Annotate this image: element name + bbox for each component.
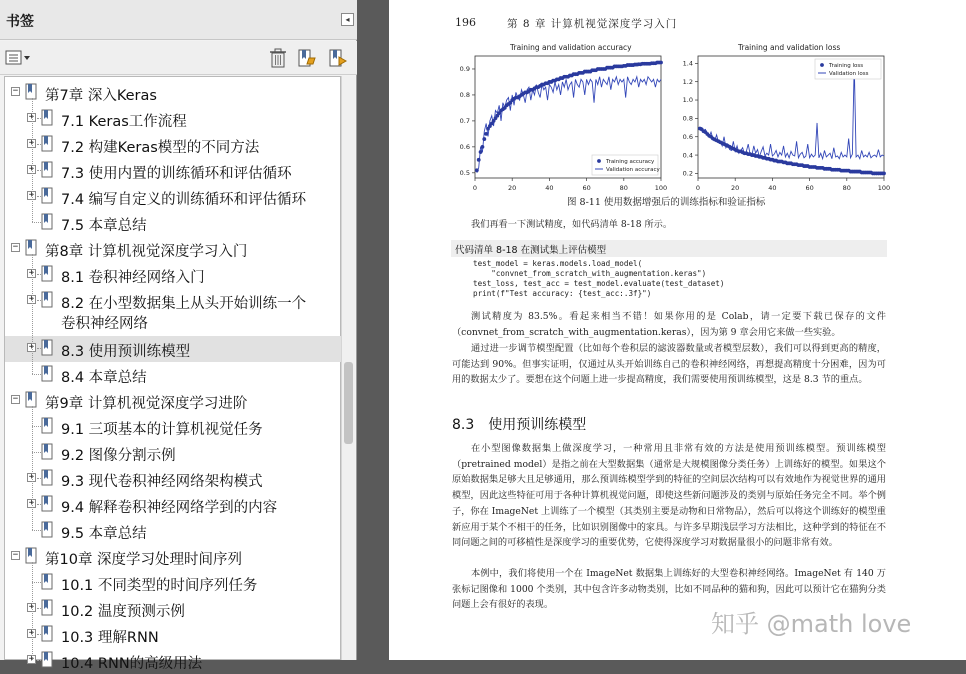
y-tick-label: 0.6 xyxy=(459,143,470,152)
training-data-point xyxy=(882,172,886,176)
bookmark-item[interactable] xyxy=(5,518,342,544)
tree-connector xyxy=(32,406,33,530)
bookmark-tree xyxy=(4,76,341,672)
tree-connector xyxy=(32,582,41,583)
bookmark-icon xyxy=(41,161,54,179)
legend-validation-label: Validation loss xyxy=(829,71,869,77)
x-tick-label: 40 xyxy=(768,184,777,192)
training-data-point xyxy=(477,158,481,162)
legend-training-marker xyxy=(820,63,824,67)
training-data-point xyxy=(482,137,486,141)
bookmark-icon xyxy=(41,521,54,539)
legend-training-marker xyxy=(597,159,601,163)
paragraph-4: 本例中，我们将使用一个在 ImageNet 数据集上训练好的大型卷积神经网络。ImageNet 有 140 万张标记图像和 1000 个类别，其中包含许多动物类别，比如不同品种的猫和狗，因此可以预计它在猫狗分类问题上会有很好的表现。 xyxy=(452,568,886,611)
x-tick-label: 100 xyxy=(654,184,668,192)
y-tick-label: 0.8 xyxy=(682,114,693,123)
bookmark-label: 9.2 图像分割示例 xyxy=(61,448,176,464)
intro-line: 我们再看一下测试精度，如代码清单 8-18 所示。 xyxy=(471,219,673,230)
bookmark-icon xyxy=(41,495,54,513)
bookmark-item[interactable] xyxy=(5,544,342,570)
bookmark-label: 10.4 RNN的高级用法 xyxy=(61,656,203,672)
bookmark-item[interactable] xyxy=(5,466,342,492)
bookmark-label: 8.1 卷积神经网络入门 xyxy=(61,270,205,286)
bookmark-icon xyxy=(41,599,54,617)
bookmark-icon xyxy=(41,651,54,669)
bookmark-icon xyxy=(41,417,54,435)
bookmark-label: 9.4 解释卷积神经网络学到的内容 xyxy=(61,500,278,516)
expand-toggle-icon[interactable]: + xyxy=(28,628,35,638)
tree-connector xyxy=(37,274,41,275)
tree-connector xyxy=(32,562,33,660)
figure-caption: 图 8-11 使用数据增强后的训练指标和验证指标 xyxy=(567,197,766,208)
bookmarks-panel xyxy=(0,0,357,672)
x-tick-label: 60 xyxy=(582,184,591,192)
bookmark-item[interactable] xyxy=(5,388,342,414)
bookmark-item[interactable] xyxy=(5,622,342,648)
expand-toggle-icon[interactable]: + xyxy=(28,190,35,200)
training-data-point xyxy=(479,150,483,154)
x-tick-label: 100 xyxy=(877,184,891,192)
bookmark-label: 7.4 编写自定义的训练循环和评估循环 xyxy=(61,192,307,208)
legend-training-label: Training loss xyxy=(829,63,864,69)
tree-connector xyxy=(37,170,41,171)
tree-connector xyxy=(37,196,41,197)
bookmark-item[interactable] xyxy=(5,80,342,106)
listing-title: 代码清单 8-18 在测试集上评估模型 xyxy=(455,245,607,256)
bookmark-label: 第9章 计算机视觉深度学习进阶 xyxy=(45,396,248,412)
bookmark-label: 7.5 本章总结 xyxy=(61,218,147,234)
x-tick-label: 0 xyxy=(472,184,478,192)
tree-connector xyxy=(37,348,41,349)
tree-connector xyxy=(32,374,41,375)
x-tick-label: 60 xyxy=(805,184,814,192)
y-tick-label: 0.2 xyxy=(682,169,693,178)
bookmark-label: 9.1 三项基本的计算机视觉任务 xyxy=(61,422,263,438)
bookmark-icon xyxy=(41,265,54,283)
paragraph-3: 在小型图像数据集上做深度学习，一种常用且非常有效的方法是使用预训练模型。预训练模型（pretrained model）是指之前在大型数据集（通常是大规模图像分类任务）上训练好的模型。如果这个原始数据集足够大且足够通用，那么预训练模型学到的特征的空间层次结构可以有效地作为视觉世界的通用模型，因此这些特征可用于各种计算机视觉问题，即使这些新问题涉及的类别与原始任务完全不同。举个例子，你在 ImageNet 上训练了一个模型（其类别主要是动物和日常物品），然后可以将这个训练好的模型重新应用于某个不相干的任务，比如识别图像中的家具。与许多早期浅层学习方法相比，这种学到的特征在不同问题之间的可移植性是深度学习的重要优势，它使得深度学习对数据量很小的问题非常有效。 xyxy=(452,443,886,549)
bookmark-label: 9.5 本章总结 xyxy=(61,526,147,542)
panel-header xyxy=(0,0,357,40)
delete-icon[interactable] xyxy=(269,48,287,68)
expand-toggle-icon[interactable]: + xyxy=(28,602,35,612)
x-tick-label: 40 xyxy=(545,184,554,192)
bookmark-icon xyxy=(41,213,54,231)
find-bookmark-icon[interactable] xyxy=(328,48,348,68)
training-data-point xyxy=(475,168,479,172)
bookmark-icon xyxy=(41,625,54,643)
accuracy-chart xyxy=(449,52,668,192)
panel-title: 书签 xyxy=(6,14,34,30)
y-tick-label: 0.6 xyxy=(682,132,693,141)
bookmark-label: 10.3 理解RNN xyxy=(61,630,159,646)
collapse-toggle-icon[interactable]: − xyxy=(12,86,19,96)
bookmark-icon xyxy=(41,443,54,461)
tree-connector xyxy=(32,530,41,531)
bookmark-label: 7.1 Keras工作流程 xyxy=(61,114,187,130)
y-tick-label: 0.9 xyxy=(459,65,470,74)
training-data-point xyxy=(481,145,485,149)
tree-connector xyxy=(37,504,41,505)
bookmark-item[interactable] xyxy=(5,132,342,158)
bookmark-item[interactable] xyxy=(5,570,342,596)
bookmark-label: 10.1 不同类型的时间序列任务 xyxy=(61,578,258,594)
collapse-toggle-icon[interactable]: − xyxy=(12,394,19,404)
expand-toggle-icon[interactable]: + xyxy=(28,342,35,352)
x-tick-label: 20 xyxy=(731,184,740,192)
tree-connector xyxy=(37,634,41,635)
training-data-point xyxy=(484,132,488,136)
document-page xyxy=(389,0,966,660)
scroll-thumb[interactable] xyxy=(344,362,353,444)
watermark: 知乎 @math love xyxy=(711,610,912,638)
y-tick-label: 0.4 xyxy=(682,151,693,160)
bookmark-icon xyxy=(41,573,54,591)
tree-connector xyxy=(32,452,41,453)
tree-connector xyxy=(37,300,41,301)
code-line: test_loss, test_acc = test_model.evaluate(test_dataset) xyxy=(473,279,725,288)
collapse-toggle-icon[interactable]: − xyxy=(12,242,19,252)
y-tick-label: 0.8 xyxy=(459,91,470,100)
tree-connector xyxy=(32,98,33,222)
options-icon[interactable] xyxy=(5,48,31,68)
bookmark-label: 7.2 构建Keras模型的不同方法 xyxy=(61,140,260,156)
code-line: test_model = keras.models.load_model( xyxy=(473,259,643,268)
bookmark-item[interactable] xyxy=(5,336,342,362)
expand-toggle-icon[interactable]: + xyxy=(28,164,35,174)
code-line: "convnet_from_scratch_with_augmentation.keras") xyxy=(473,269,707,278)
bookmark-item[interactable] xyxy=(5,596,342,622)
bookmark-label: 第10章 深度学习处理时间序列 xyxy=(45,552,243,568)
bookmark-icon xyxy=(41,365,54,383)
expand-toggle-icon[interactable]: + xyxy=(28,294,35,304)
tree-connector xyxy=(37,144,41,145)
accuracy-chart-title: Training and validation accuracy xyxy=(510,43,632,52)
bookmark-icon xyxy=(41,339,54,357)
collapse-toggle-icon[interactable]: − xyxy=(12,550,19,560)
bookmark-label: 10.2 温度预测示例 xyxy=(61,604,185,620)
x-tick-label: 0 xyxy=(695,184,701,192)
x-tick-label: 80 xyxy=(842,184,851,192)
bookmark-item[interactable] xyxy=(5,184,342,210)
tree-connector xyxy=(32,254,33,374)
y-tick-label: 1.0 xyxy=(682,96,693,105)
page-number: 196 xyxy=(455,16,476,29)
bookmark-icon xyxy=(41,187,54,205)
bookmark-item[interactable] xyxy=(5,362,342,388)
bookmark-label: 9.3 现代卷积神经网络架构模式 xyxy=(61,474,263,490)
tree-connector xyxy=(37,118,41,119)
y-tick-label: 0.5 xyxy=(459,169,470,178)
bookmark-item[interactable] xyxy=(5,262,342,288)
bookmark-item[interactable] xyxy=(5,288,342,336)
bookmark-label: 第7章 深入Keras xyxy=(45,88,157,104)
bookmark-label: 8.4 本章总结 xyxy=(61,370,147,386)
new-bookmark-icon[interactable] xyxy=(297,48,317,68)
expand-toggle-icon[interactable]: + xyxy=(28,138,35,148)
bookmark-icon xyxy=(41,135,54,153)
running-head: 第 8 章 计算机视觉深度学习入门 xyxy=(507,18,678,30)
bookmark-label: 8.2 在小型数据集上从头开始训练一个 xyxy=(61,296,307,312)
bookmark-icon xyxy=(41,469,54,487)
expand-toggle-icon[interactable]: + xyxy=(28,268,35,278)
expand-toggle-icon[interactable]: + xyxy=(28,498,35,508)
bookmarks-toolbar xyxy=(0,41,357,75)
training-data-point xyxy=(659,61,663,65)
y-tick-label: 1.4 xyxy=(682,59,693,68)
x-tick-label: 20 xyxy=(508,184,517,192)
tree-scrollbar[interactable] xyxy=(341,76,355,660)
bookmark-item[interactable] xyxy=(5,492,342,518)
y-tick-label: 0.7 xyxy=(459,117,470,126)
bookmark-item[interactable] xyxy=(5,210,342,236)
section-number: 8.3 xyxy=(452,417,475,433)
bookmark-item[interactable] xyxy=(5,440,342,466)
section-heading xyxy=(452,414,586,434)
tree-connector xyxy=(37,608,41,609)
tree-connector xyxy=(32,426,41,427)
bookmark-item[interactable] xyxy=(5,236,342,262)
legend-validation-label: Validation accuracy xyxy=(606,167,660,173)
tree-connector xyxy=(32,222,41,223)
x-tick-label: 80 xyxy=(619,184,628,192)
collapse-panel-button[interactable]: ◂ xyxy=(341,13,354,26)
bookmark-label: 8.3 使用预训练模型 xyxy=(61,344,191,360)
paragraph-2: 通过进一步调节模型配置（比如每个卷积层的滤波器数量或者模型层数），我们可以得到更高的精度，可能达到 90%。但事实证明，仅通过从头开始训练自己的卷积神经网络，再想提高精度十分困难，因为可用的数据太少了。要想在这个问题上进一步提高精度，我们需要使用预训练模型，这是 8.3 节的重点。 xyxy=(452,343,886,386)
code-listing-header xyxy=(451,240,887,257)
bookmark-label-continued: 卷积神经网络 xyxy=(61,316,148,332)
bookmark-item[interactable] xyxy=(5,648,342,674)
section-title: 使用预训练模型 xyxy=(488,417,587,433)
tree-connector xyxy=(37,478,41,479)
loss-chart-title: Training and validation loss xyxy=(738,43,841,52)
loss-chart xyxy=(672,52,891,192)
y-tick-label: 1.2 xyxy=(682,77,693,86)
tree-connector xyxy=(37,660,41,661)
bookmark-item[interactable] xyxy=(5,106,342,132)
expand-toggle-icon[interactable]: + xyxy=(28,654,35,664)
paragraph-1: 测试精度为 83.5%。看起来相当不错！如果你用的是 Colab，请一定要下载已保存的文件（convnet_from_scratch_with_augmentation.keras），因为第 9 章会用它来做一些实验。 xyxy=(452,311,886,338)
bookmark-item[interactable] xyxy=(5,158,342,184)
bookmark-item[interactable] xyxy=(5,414,342,440)
expand-toggle-icon[interactable]: + xyxy=(28,112,35,122)
code-line: print(f"Test accuracy: {test_acc:.3f}") xyxy=(473,289,652,298)
bookmark-icon xyxy=(41,109,54,127)
bookmark-label: 7.3 使用内置的训练循环和评估循环 xyxy=(61,166,292,182)
expand-toggle-icon[interactable]: + xyxy=(28,472,35,482)
legend-training-label: Training accuracy xyxy=(606,159,655,165)
bookmark-icon xyxy=(41,291,54,309)
bookmark-label: 第8章 计算机视觉深度学习入门 xyxy=(45,244,248,260)
